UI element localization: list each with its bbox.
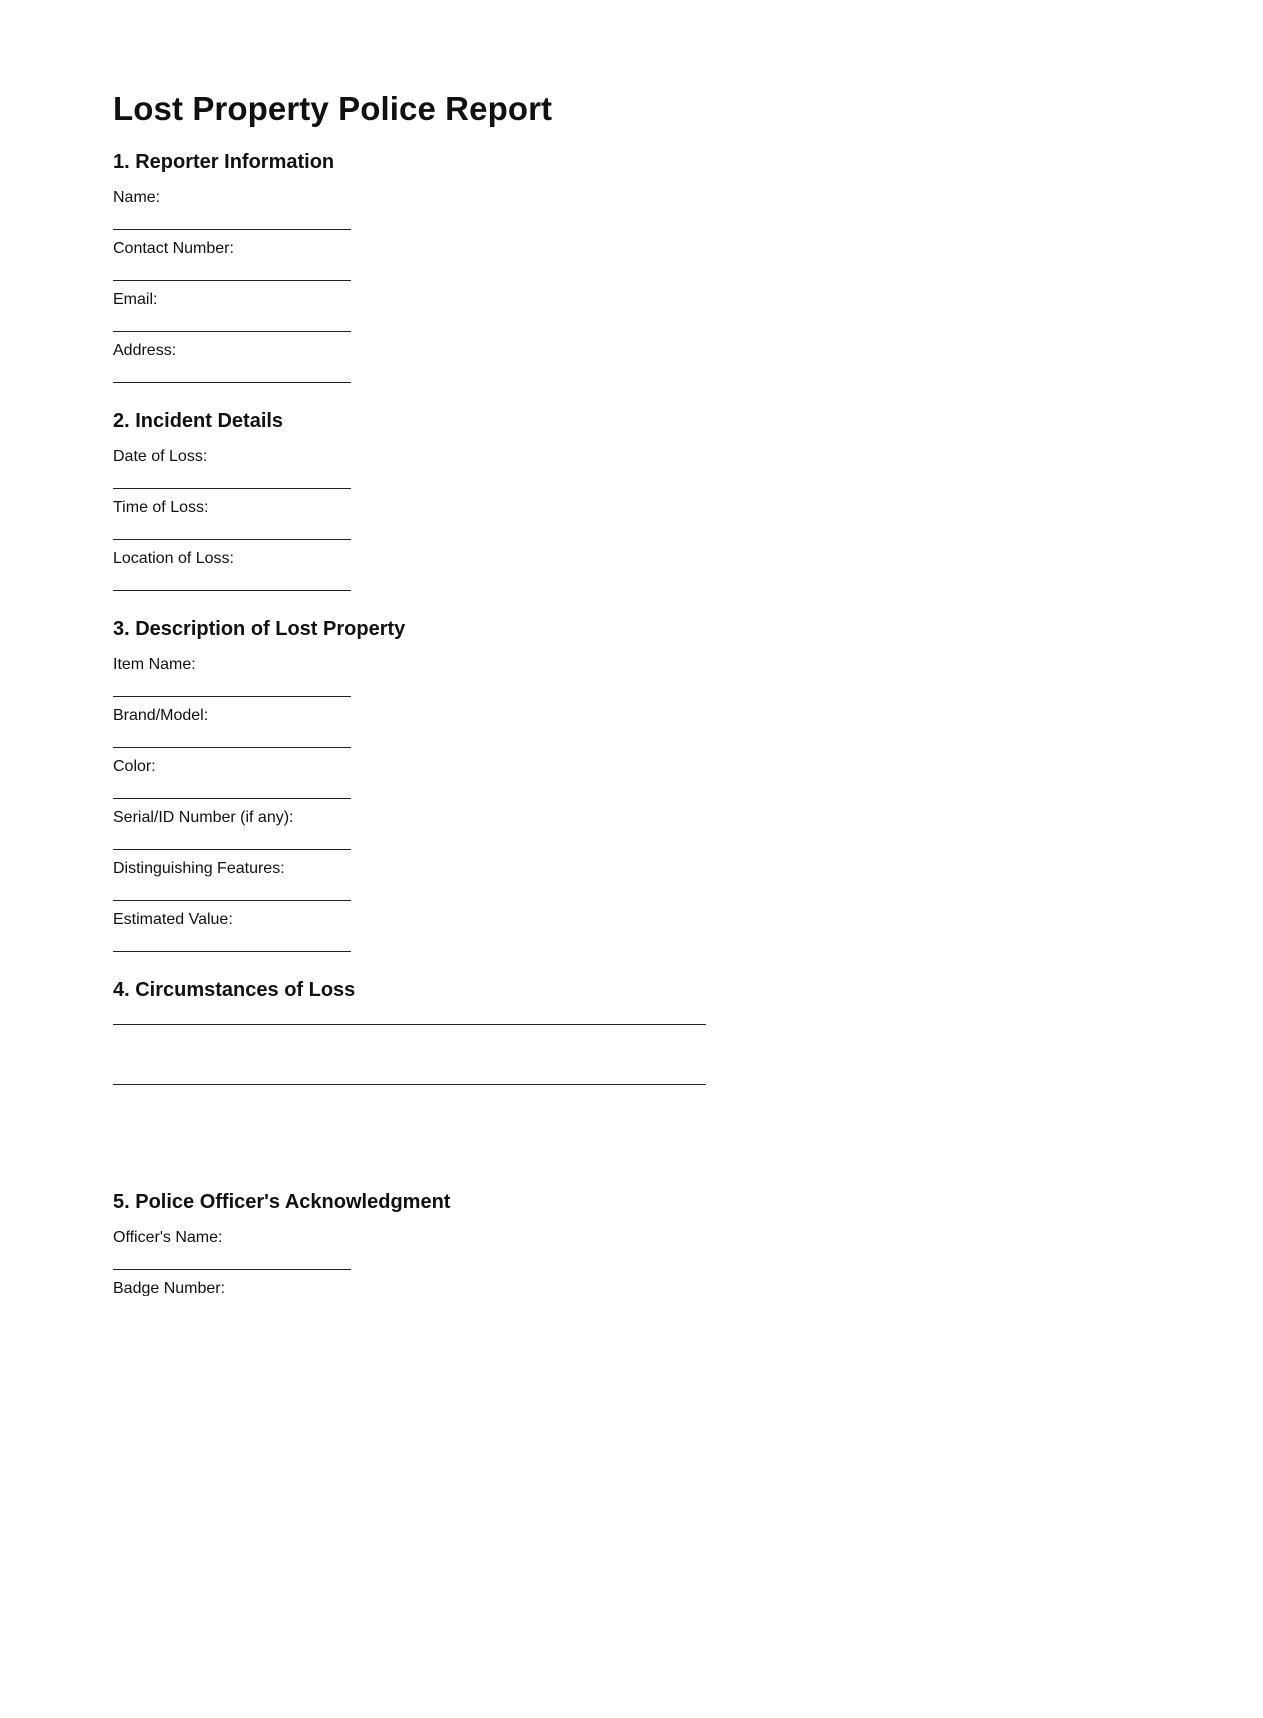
field-label: Distinguishing Features: xyxy=(113,860,285,877)
fill-in-line[interactable] xyxy=(113,229,351,230)
name-field[interactable] xyxy=(113,188,1113,239)
field-list xyxy=(113,655,1113,952)
officer-name-field[interactable] xyxy=(113,1228,1113,1279)
field-label: Name: xyxy=(113,189,161,206)
location-of-loss-field[interactable] xyxy=(113,549,1113,591)
field-label: Date of Loss: xyxy=(113,448,208,465)
badge-number-field[interactable] xyxy=(113,1279,1113,1296)
estimated-value-field[interactable] xyxy=(113,910,1113,952)
fill-in-line[interactable] xyxy=(113,539,351,540)
email-field[interactable] xyxy=(113,290,1113,341)
report-document xyxy=(113,89,1113,1296)
fill-in-line[interactable] xyxy=(113,382,351,383)
section-heading: 1. Reporter Information xyxy=(113,151,335,173)
section-reporter-information xyxy=(113,150,1113,383)
time-of-loss-field[interactable] xyxy=(113,498,1113,549)
field-list xyxy=(113,447,1113,591)
item-name-field[interactable] xyxy=(113,655,1113,706)
field-label: Estimated Value: xyxy=(113,911,233,928)
field-label: Time of Loss: xyxy=(113,499,209,516)
fill-in-line[interactable] xyxy=(113,951,351,952)
field-label: Color: xyxy=(113,758,156,775)
field-label: Location of Loss: xyxy=(113,550,234,567)
fill-in-line[interactable] xyxy=(113,900,351,901)
brand-model-field[interactable] xyxy=(113,706,1113,757)
fill-in-line[interactable] xyxy=(113,280,351,281)
section-heading: 2. Incident Details xyxy=(113,410,284,432)
serial-id-number-field[interactable] xyxy=(113,808,1113,859)
fill-in-line[interactable] xyxy=(113,1084,706,1085)
fill-in-line[interactable] xyxy=(113,590,351,591)
section-circumstances-of-loss xyxy=(113,978,1113,1156)
page-title: Lost Property Police Report xyxy=(113,90,553,127)
fill-in-line[interactable] xyxy=(113,488,351,489)
field-label: Contact Number: xyxy=(113,240,234,257)
section-heading: 4. Circumstances of Loss xyxy=(113,979,356,1001)
field-label: Officer's Name: xyxy=(113,1229,223,1246)
field-label: Item Name: xyxy=(113,656,196,673)
field-list xyxy=(113,1228,1113,1296)
distinguishing-features-field[interactable] xyxy=(113,859,1113,910)
fill-in-line[interactable] xyxy=(113,331,351,332)
field-label: Address: xyxy=(113,342,177,359)
field-list xyxy=(113,188,1113,383)
field-label: Brand/Model: xyxy=(113,707,209,724)
section-incident-details xyxy=(113,409,1113,591)
field-label: Serial/ID Number (if any): xyxy=(113,809,294,826)
field-label: Badge Number: xyxy=(113,1280,226,1296)
contact-number-field[interactable] xyxy=(113,239,1113,290)
section-heading: 3. Description of Lost Property xyxy=(113,618,406,640)
section-heading: 5. Police Officer's Acknowledgment xyxy=(113,1191,451,1213)
section-property-description xyxy=(113,617,1113,952)
section-officer-acknowledgment xyxy=(113,1190,1113,1296)
fill-in-line[interactable] xyxy=(113,798,351,799)
circumstances-textarea[interactable] xyxy=(113,1024,1113,1156)
color-field[interactable] xyxy=(113,757,1113,808)
fill-in-line[interactable] xyxy=(113,747,351,748)
date-of-loss-field[interactable] xyxy=(113,447,1113,498)
field-label: Email: xyxy=(113,291,158,308)
address-field[interactable] xyxy=(113,341,1113,383)
fill-in-line[interactable] xyxy=(113,1024,706,1025)
fill-in-line[interactable] xyxy=(113,849,351,850)
fill-in-line[interactable] xyxy=(113,1269,351,1270)
fill-in-line[interactable] xyxy=(113,696,351,697)
